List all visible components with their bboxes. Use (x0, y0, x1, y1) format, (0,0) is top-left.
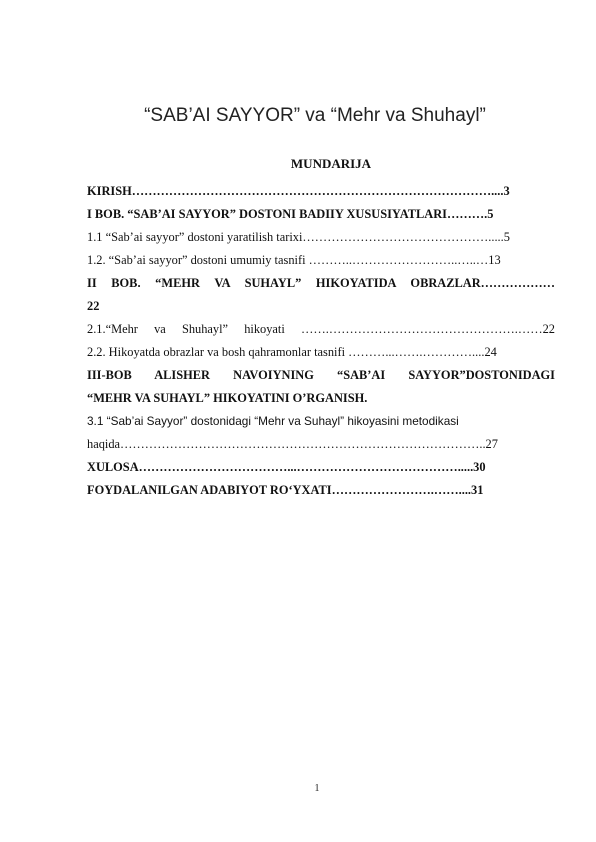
toc-entry-section-2-2[interactable]: 2.2. Hikoyatda obrazlar va bosh qahramonlar tasnifi ………...…….…………....24 (87, 345, 497, 359)
toc-entry-section-1-2[interactable]: 1.2. “Sab’ai sayyor” dostoni umumiy tasnifi ………..……………………..…..…13 (87, 253, 501, 267)
toc-entry-bibliography[interactable]: FOYDALANILGAN ADABIYOT RO‘YXATI…………………….……....31 (87, 483, 484, 497)
page-number: 1 (314, 783, 320, 794)
toc-heading: MUNDARIJA (290, 156, 372, 171)
toc-entry-kirish[interactable]: KIRISH……………………………………………………………………………....3 (87, 184, 510, 198)
toc-entry-xulosa[interactable]: XULOSA………………………………...………………………………….....30 (87, 460, 486, 474)
table-of-contents (87, 180, 555, 502)
document-title: “SAB’AI SAYYOR” va “Mehr va Shuhayl” (144, 105, 486, 126)
toc-entry-chapter-1[interactable]: I BOB. “SAB’AI SAYYOR” DOSTONI BADIIY XUSUSIYATLARI……….5 (87, 207, 494, 221)
toc-entry-section-3-1[interactable]: 3.1 “Sab’ai Sayyor” dostonidagi “Mehr va Suhayl” hikoyasini metodikasi (87, 414, 459, 428)
toc-entry-section-2-1[interactable]: 2.1.“Mehr va Shuhayl” hikoyati …….……………………………………….……22 (87, 322, 555, 336)
toc-entry-chapter-2-page[interactable]: 22 (87, 299, 100, 313)
toc-entry-chapter-2[interactable]: II BOB. “MEHR VA SUHAYL” HIKOYATIDA OBRAZLAR……………… (87, 276, 555, 290)
toc-entry-chapter-3[interactable]: III-BOB ALISHER NAVOIYNING “SAB’AI SAYYOR”DOSTONIDAGI (87, 368, 555, 382)
toc-entry-section-3-1-cont[interactable]: haqida……………………………………………………………………………..27 (87, 437, 498, 451)
toc-entry-chapter-3-cont[interactable]: “MEHR VA SUHAYL” HIKOYATINI O’RGANISH. (87, 391, 368, 405)
toc-entry-section-1-1[interactable]: 1.1 “Sab’ai sayyor” dostoni yaratilish tarixi……………………………………….....5 (87, 230, 510, 244)
